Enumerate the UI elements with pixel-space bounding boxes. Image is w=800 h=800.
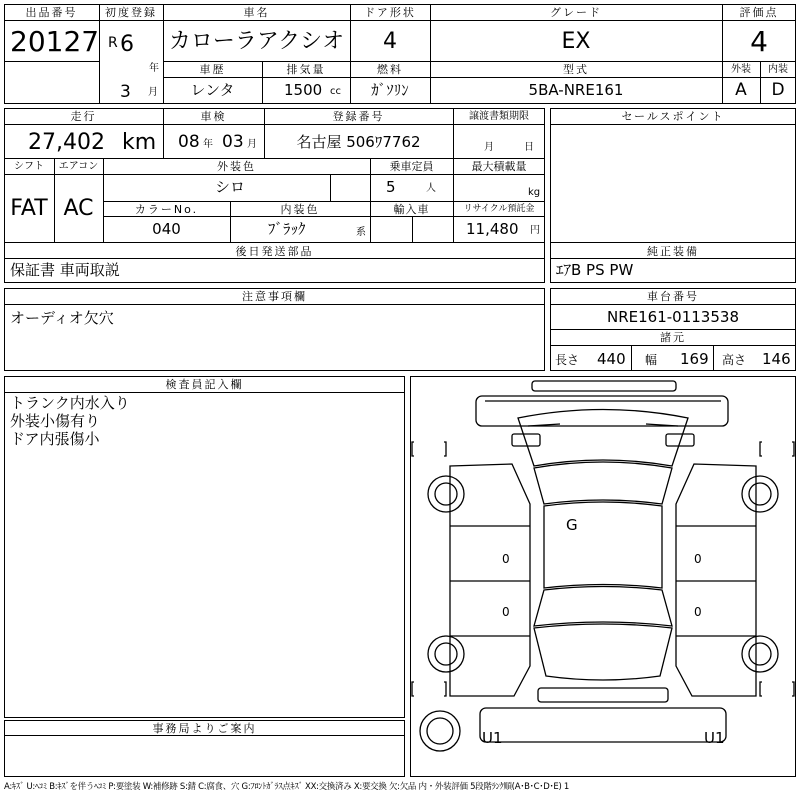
int-color-label: 内装色 xyxy=(280,203,320,216)
zero-right-rear: 0 xyxy=(694,605,702,619)
lot-no-label: 出品番号 xyxy=(25,6,78,19)
max-load-unit: kg xyxy=(528,187,541,198)
month-unit: 月 xyxy=(148,87,158,98)
car-name-label: 車名 xyxy=(243,6,270,19)
zero-right-front: 0 xyxy=(694,552,702,566)
score-label: 評価点 xyxy=(739,6,779,19)
length-label: 長さ xyxy=(555,353,580,367)
transfer-month: 月 xyxy=(484,142,494,153)
displacement-unit: cc xyxy=(330,86,341,97)
grade-label: グレード xyxy=(550,6,602,19)
fuel-label: 燃料 xyxy=(377,63,403,76)
mileage-unit: km xyxy=(122,130,157,155)
history: レンタ xyxy=(190,81,235,99)
recycle: 11,480 xyxy=(466,220,519,238)
sales-points-label: セールスポイント xyxy=(621,110,725,123)
damage-mark-u1-right: U1 xyxy=(704,729,725,747)
interior-grade: D xyxy=(771,80,785,100)
capacity: 5 xyxy=(386,178,396,196)
year-unit: 年 xyxy=(149,63,159,74)
width: 169 xyxy=(680,350,709,368)
recycle-unit: 円 xyxy=(530,225,540,236)
insp-year-unit: 年 xyxy=(203,139,213,150)
legend: A:ｷｽﾞ U:ﾍｺﾐ B:ｷｽﾞを伴うﾍｺﾐ P:要塗装 W:補修跡 S:錆 C:腐食、穴 G:ﾌﾛﾝﾄｶﾞﾗｽ点ｷｽﾞ XX:交換済み X:要交換 欠:欠品 内・外装評価 5段階ﾗﾝｸ順(A･B･C･D･E) 1 xyxy=(4,782,570,792)
reg-no-label: 登録番号 xyxy=(332,110,385,123)
notes: オーディオ欠穴 xyxy=(10,309,114,327)
exterior-label: 外装 xyxy=(731,64,751,75)
height: 146 xyxy=(762,350,791,368)
era-mark: R xyxy=(108,35,118,51)
equipment: ｴｱB PS PW xyxy=(556,261,634,279)
mileage-label: 走行 xyxy=(70,110,97,123)
displacement: 1500 xyxy=(284,81,323,99)
exterior-grade: A xyxy=(735,80,747,100)
first-reg-label: 初度登録 xyxy=(105,6,157,19)
reg-month: 3 xyxy=(120,82,131,102)
inspector-line-3: ドア内張傷小 xyxy=(10,430,100,448)
color-no-label: カラーNo. xyxy=(134,203,199,216)
doors: 4 xyxy=(383,29,397,54)
lot-no: 20127 xyxy=(10,25,100,58)
zero-left-rear: 0 xyxy=(502,605,510,619)
car-name: カローラアクシオ xyxy=(168,29,345,54)
ac: AC xyxy=(63,196,94,221)
inspector-label: 検査員記入欄 xyxy=(165,378,244,391)
zero-left-front: 0 xyxy=(502,552,510,566)
shift-label: シフト xyxy=(14,161,44,172)
damage-mark-u1-left: U1 xyxy=(482,729,503,747)
color-no: 040 xyxy=(152,220,181,238)
recycle-label: リサイクル預託金 xyxy=(463,204,535,214)
ext-color: シロ xyxy=(214,178,245,196)
insp-month: 03 xyxy=(222,132,244,152)
equipment-label: 純正装備 xyxy=(647,245,699,258)
ac-label: エアコン xyxy=(58,161,99,172)
notes-label: 注意事項欄 xyxy=(242,290,307,303)
mileage: 27,402 xyxy=(28,130,105,155)
later-parts-label: 後日発送部品 xyxy=(235,245,314,258)
chassis-number: NRE161-0113538 xyxy=(607,308,739,326)
door-label: ドア形状 xyxy=(364,6,416,19)
office-label: 事務局よりご案内 xyxy=(152,722,257,735)
reg-year: 6 xyxy=(120,32,134,57)
ext-color-label: 外装色 xyxy=(217,160,256,173)
chassis-label: 車台番号 xyxy=(647,290,699,303)
damage-mark-g: G xyxy=(566,516,578,534)
model-label: 型式 xyxy=(563,63,589,76)
interior-label: 内装 xyxy=(768,64,788,75)
car-diagram-drawing xyxy=(410,376,796,777)
width-label: 幅 xyxy=(645,353,658,367)
score: 4 xyxy=(750,25,768,58)
shift: FAT xyxy=(10,196,48,221)
inspector-line-2: 外装小傷有り xyxy=(10,412,101,430)
max-load-label: 最大積載量 xyxy=(471,160,527,173)
inspection-label: 車検 xyxy=(200,110,227,123)
transfer-day: 日 xyxy=(524,142,534,153)
height-label: 高さ xyxy=(722,353,747,367)
reg-no: 名古屋 506ﾜ7762 xyxy=(296,133,421,151)
inspector-line-1: トランク内水入り xyxy=(10,394,130,412)
fuel: ｶﾞｿﾘﾝ xyxy=(371,81,409,99)
capacity-unit: 人 xyxy=(426,183,436,194)
later-parts: 保証書 車両取説 xyxy=(10,261,120,279)
grade: EX xyxy=(561,29,591,54)
displacement-label: 排気量 xyxy=(286,63,326,76)
history-label: 車歴 xyxy=(199,63,226,76)
length: 440 xyxy=(597,350,626,368)
transfer-label: 譲渡書類期限 xyxy=(469,111,529,122)
specs-label: 諸元 xyxy=(660,331,686,344)
int-color: ﾌﾞﾗｯｸ xyxy=(268,220,306,238)
import-label: 輸入車 xyxy=(393,203,430,216)
model: 5BA-NRE161 xyxy=(528,81,624,99)
insp-year: 08 xyxy=(178,132,200,152)
insp-month-unit: 月 xyxy=(247,139,257,150)
int-color-suffix: 系 xyxy=(356,227,366,238)
capacity-label: 乗車定員 xyxy=(389,160,434,173)
